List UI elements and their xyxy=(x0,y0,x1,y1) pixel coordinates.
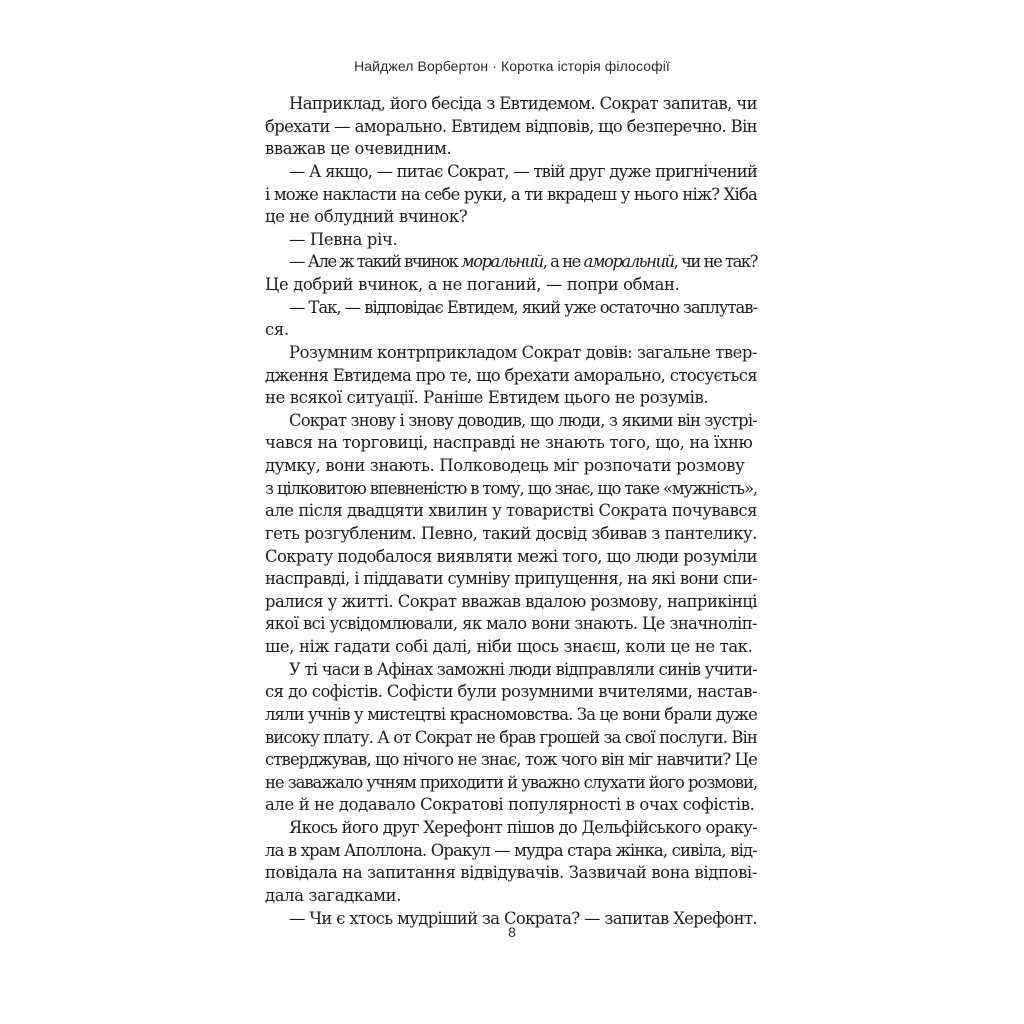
text-line: — Певна річ. xyxy=(289,229,398,249)
text-line: повідала на запитання відвідувачів. Зазвичай вона відпові- xyxy=(265,863,757,883)
text-line: чався на торговиці, насправді не знають того, що, на їхню xyxy=(265,433,753,453)
text-line: брехати — аморально. Евтидем відповів, що безперечно. Він xyxy=(265,116,757,136)
body-text xyxy=(265,93,757,930)
text-line: не заважало учням приходити й уважно слухати його розмови, xyxy=(265,772,757,792)
italic-term: моральний xyxy=(461,252,543,272)
text-line: думку, вони знають. Полководець міг розпочати розмову xyxy=(265,456,745,475)
text-line: це не облудний вчинок? xyxy=(265,207,468,227)
text-line: ше, ніж гадати собі далі, ніби щось знаєш, коли це не так. xyxy=(265,637,753,656)
italic-term: аморальний xyxy=(583,252,674,272)
text-line: не всякої ситуації. Раніше Евтидем цього не розумів. xyxy=(265,388,709,408)
text-line: — Так, — відповідає Евтидем, який уже остаточно заплутав- xyxy=(289,297,757,317)
text-line: вважав це очевидним. xyxy=(265,139,452,159)
text-line: з цілковитою впевненістю в тому, що знає, що таке «мужність», xyxy=(265,478,757,498)
text-line: У ті часи в Афінах заможні люди відправляли синів учити- xyxy=(289,659,757,679)
text-line: Розумним контрприкладом Сократ довів: загальне твер- xyxy=(289,342,757,362)
text-line: ся. xyxy=(265,320,289,340)
text-line: Сократ знову і знову доводив, що люди, з якими він зустрі- xyxy=(289,410,757,430)
text-line: Це добрий вчинок, а не поганий, — попри обман. xyxy=(265,275,680,294)
text-line: високу плату. А от Сократ не брав грошей за свої послуги. Він xyxy=(265,727,757,747)
text-run: , а не xyxy=(542,252,584,272)
text-line: Якось його друг Херефонт пішов до Дельфійського ораку- xyxy=(289,818,757,837)
text-line: насправді, і піддавати сумніву припущення, на які вони спи- xyxy=(265,569,757,589)
text-line: ла в храм Аполлона. Оракул — мудра стара жінка, сивіла, від- xyxy=(265,840,757,860)
text-line: геть розгубленим. Певно, такий досвід збивав з пантелику. xyxy=(265,523,757,543)
text-run: — Але ж такий вчинок xyxy=(289,252,461,272)
text-line: але після двадцяти хвилин у товаристві Сократа почувався xyxy=(265,501,757,521)
text-line xyxy=(265,251,757,274)
text-line: але й не додавало Сократові популярності в очах софістів. xyxy=(265,795,755,815)
text-line: — А якщо, — питає Сократ, — твій друг дуже пригнічений xyxy=(289,161,757,181)
text-line: ляли учнів у мистецтві красномовства. За це вони брали дуже xyxy=(265,704,757,724)
text-line: Сократу подобалося виявляти межі того, що люди розуміли xyxy=(265,546,757,566)
text-line: якої всі усвідомлювали, як мало вони знають. Це значноліп- xyxy=(265,614,757,634)
text-line: дала загадками. xyxy=(265,885,402,905)
page-number: 8 xyxy=(508,924,516,940)
text-line: Наприклад, його бесіда з Евтидемом. Сократ запитав, чи xyxy=(289,94,757,113)
text-run: , чи не так? xyxy=(673,252,757,272)
text-line: і може накласти на себе руки, а ти вкрадеш у нього ніж? Хіба xyxy=(265,184,757,204)
text-line: ся до софістів. Софісти були розумними вчителями, настав- xyxy=(265,682,757,702)
text-line: — Чи є хтось мудріший за Сократа? — запитав Херефонт. xyxy=(289,908,757,928)
text-line: дження Евтидема про те, що брехати аморально, стосується xyxy=(265,365,757,385)
running-head: Найджел Ворбертон · Коротка історія філософії xyxy=(354,58,670,74)
text-line: ралися у житті. Сократ вважав вдалою розмову, наприкінці xyxy=(265,591,757,611)
text-line: стверджував, що нічого не знає, тож чого він міг навчити? Це xyxy=(265,750,757,770)
